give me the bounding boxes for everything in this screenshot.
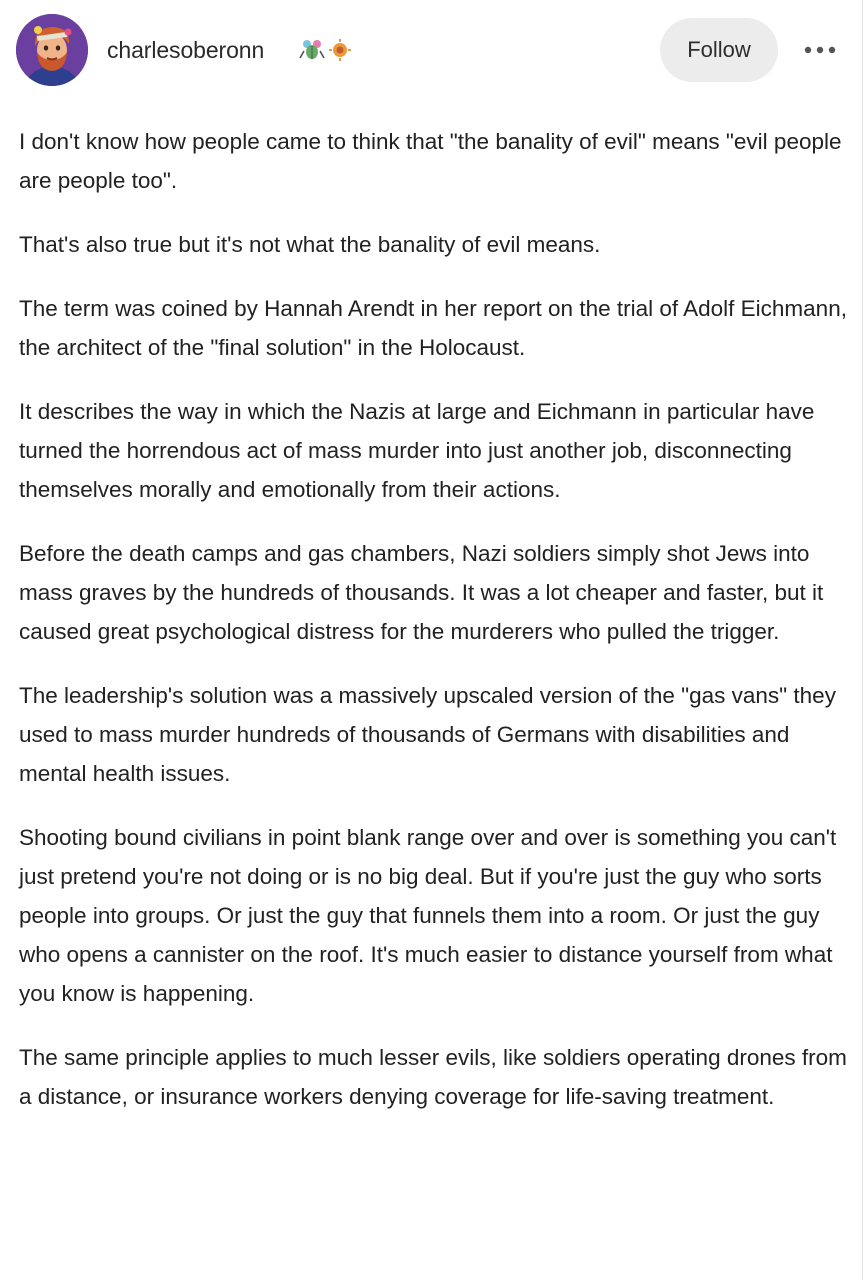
username[interactable]: charlesoberonn: [107, 37, 265, 63]
sun-badge-icon: [329, 39, 351, 61]
post-paragraph: Before the death camps and gas chambers, Nazi soldiers simply shot Jews into mass graves by the hundreds of thousands. It was a lot cheaper and faster, but it caused great psychological distress for the murderers who pulled the trigger.: [19, 541, 824, 644]
ellipsis-icon: [800, 34, 840, 66]
avatar[interactable]: [16, 14, 88, 86]
post-paragraph: I don't know how people came to think that "the banality of evil" means "evil people are people too".: [19, 129, 842, 193]
bug-badge-icon: [300, 40, 324, 59]
post-header: [0, 0, 863, 100]
more-options-button[interactable]: [800, 34, 840, 66]
avatar-illustration: [16, 14, 88, 86]
follow-button[interactable]: Follow: [660, 18, 778, 82]
post-paragraph: Shooting bound civilians in point blank range over and over is something you can't just pretend you're not doing or is no big deal. But if you're just the guy who sorts people into groups. Or just the guy that funnels them into a room. Or just the guy who opens a cannister on the roof. It's much easier to distance yourself from what you know is happening.: [19, 825, 837, 1006]
post-paragraph: The same principle applies to much lesser evils, like soldiers operating drones from a distance, or insurance workers denying coverage for life-saving treatment.: [19, 1045, 847, 1109]
post-body: [19, 122, 849, 1141]
post-paragraph: It describes the way in which the Nazis at large and Eichmann in particular have turned the horrendous act of mass murder into just another job, disconnecting themselves morally and emotionally from their actions.: [19, 399, 815, 502]
post-paragraph: The term was coined by Hannah Arendt in her report on the trial of Adolf Eichmann, the architect of the "final solution" in the Holocaust.: [19, 296, 847, 360]
post-paragraph: That's also true but it's not what the banality of evil means.: [19, 232, 601, 257]
user-badges: [298, 38, 354, 62]
post-paragraph: The leadership's solution was a massively upscaled version of the "gas vans" they used to mass murder hundreds of thousands of Germans with disabilities and mental health issues.: [19, 683, 836, 786]
